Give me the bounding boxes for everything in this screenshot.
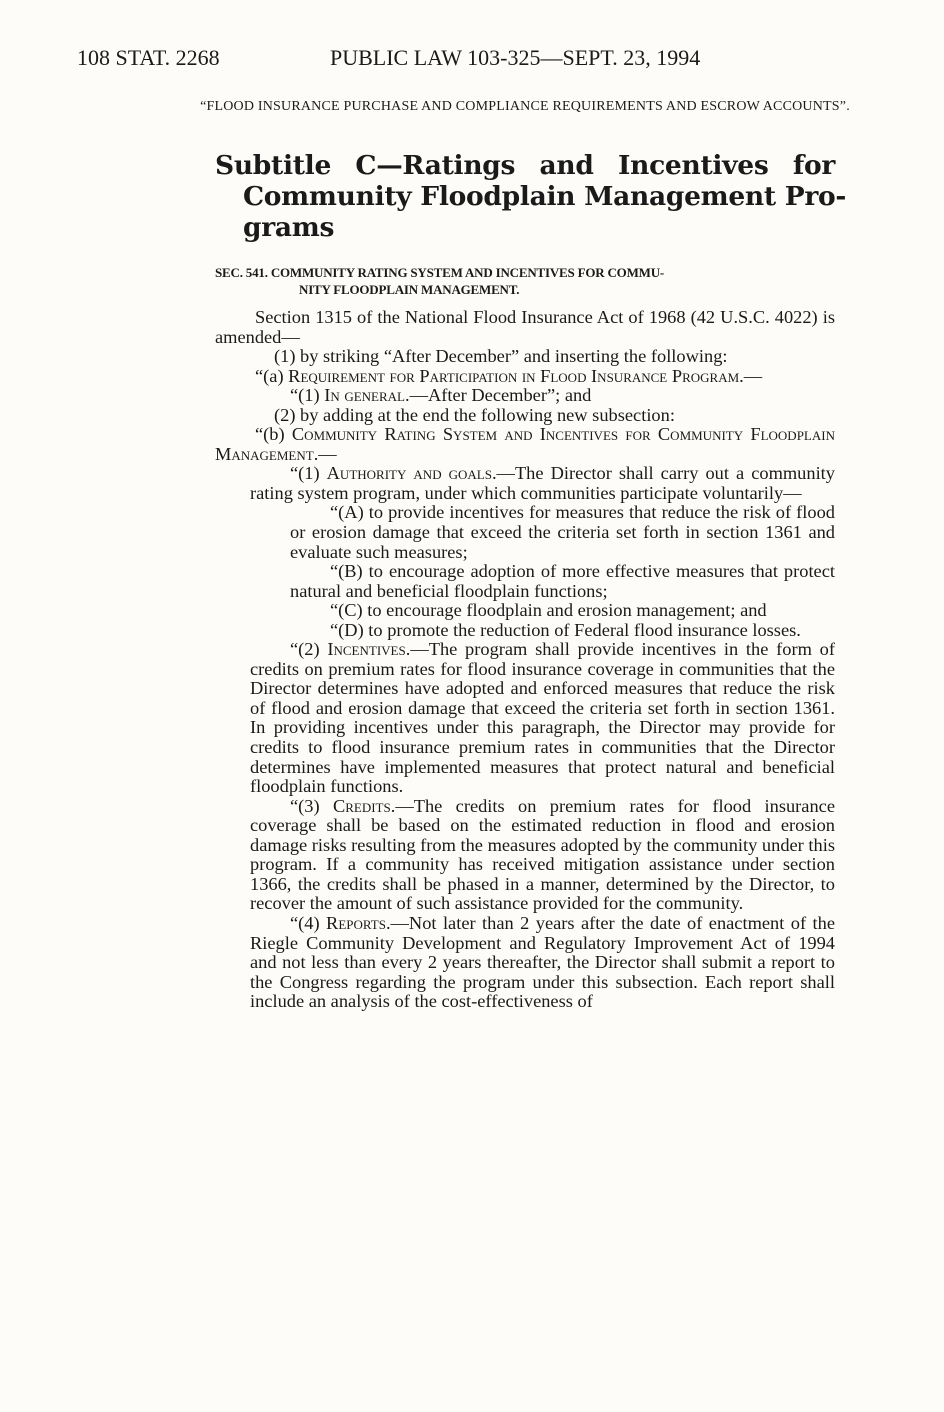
paragraph-heading: Authority and goals (326, 463, 492, 484)
subparagraph-A: “(A) to provide incentives for measures that reduce the risk of flood or erosion damage that exceed the criteria set forth in section 1361 and evaluate such measures; (290, 502, 835, 562)
paragraph-subsection-a: “(a) Requirement for Participation in Flood Insurance Program.— (255, 365, 763, 386)
subparagraph-D: “(D) to promote the reduction of Federal flood insurance losses. (330, 619, 801, 640)
subtitle-line: Community Floodplain Management Pro- (243, 181, 847, 212)
paragraph-heading: Credits (332, 795, 391, 816)
paragraph-amendment-1: (1) by striking “After December” and inserting the following: (274, 346, 728, 367)
section-number: SEC. 541. (215, 265, 268, 280)
caption: “FLOOD INSURANCE PURCHASE AND COMPLIANCE REQUIREMENTS AND ESCROW ACCOUNTS”. (200, 99, 850, 114)
public-law-citation: PUBLIC LAW 103-325—SEPT. 23, 1994 (330, 45, 701, 70)
subtitle-line: grams (243, 212, 335, 243)
subtitle-heading (215, 150, 847, 243)
section-heading (215, 264, 837, 298)
paragraph-heading: Reports (326, 912, 386, 933)
paragraph-b4: “(4) Reports.—Not later than 2 years after the date of enactment of the Riegle Community Development and Regulatory Improvement Act of 1994 and not less than every 2 years thereafter, the Director shall submit a report to the Congress regarding the program under this subsection. Each report shall include an analysis of the cost-effectiveness of (250, 912, 835, 1012)
paragraph-heading: Incentives (327, 639, 406, 660)
paragraph-b1: “(1) Authority and goals.—The Director shall carry out a community rating system program, under which communities participate voluntarily— (250, 463, 835, 503)
paragraph-b3: “(3) Credits.—The credits on premium rates for flood insurance coverage shall be based on the estimated reduction in flood and erosion damage risks resulting from the measures adopted by the community under this program. If a community has received mitigation assistance under section 1366, the credits shall be phased in a manner, determined by the Director, to recover the amount of such assistance provided for the community. (250, 795, 835, 914)
section-title-line: NITY FLOODPLAIN MANAGEMENT. (299, 282, 520, 297)
subtitle-line: Subtitle C—Ratings and Incentives for (215, 150, 835, 181)
subparagraph-C: “(C) to encourage floodplain and erosion management; and (330, 600, 767, 621)
stat-citation: 108 STAT. 2268 (77, 45, 220, 70)
paragraph-intro: Section 1315 of the National Flood Insurance Act of 1968 (42 U.S.C. 4022) is amended— (215, 307, 835, 347)
paragraph-heading: In general (324, 385, 405, 406)
subparagraph-B: “(B) to encourage adoption of more effective measures that protect natural and beneficial floodplain functions; (290, 561, 835, 601)
subsection-heading: Requirement for Participation in Flood Insurance Program (288, 365, 740, 386)
paragraph-b2: “(2) Incentives.—The program shall provide incentives in the form of credits on premium rates for flood insurance coverage in communities that the Director determines have adopted and enforced measures that reduce the risk of flood and erosion damage that exceed the criteria set forth in section 1361. In providing incentives under this paragraph, the Director may provide for credits to flood insurance premium rates in communities that the Director determines have implemented measures that protect natural and beneficial floodplain functions. (250, 639, 835, 797)
running-head (77, 45, 837, 75)
paragraph-subsection-b: “(b) Community Rating System and Incentives for Community Floodplain Management.— (215, 424, 835, 464)
section-body (0, 308, 944, 1012)
subsection-heading: Community Rating System and Incentives for Community Floodplain Management (215, 424, 835, 464)
paragraph-a1: “(1) In general.—After December”; and (290, 385, 592, 406)
section-title-line: COMMUNITY RATING SYSTEM AND INCENTIVES FOR COMMU- (270, 265, 665, 280)
paragraph-amendment-2: (2) by adding at the end the following new subsection: (274, 404, 675, 425)
